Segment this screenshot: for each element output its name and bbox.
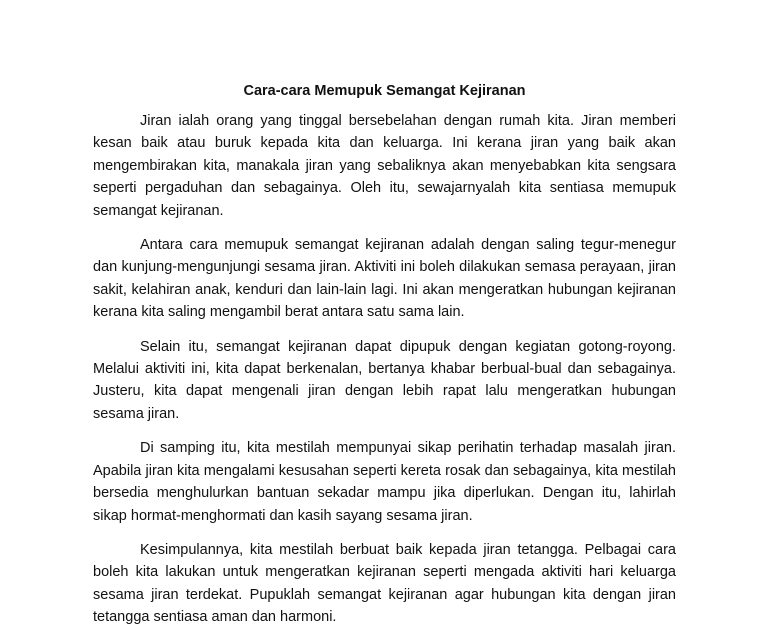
- paragraph-conclusion: Kesimpulannya, kita mestilah berbuat baik kepada jiran tetangga. Pelbagai cara boleh kita lakukan untuk mengeratkan kejiranan seperti mengada aktiviti hari keluarga sesama jiran terdekat. Pupuklah semangat kejiranan agar hubungan kita dengan jiran tetangga sentiasa aman dan harmoni.: [93, 541, 676, 626]
- document-title: Cara-cara Memupuk Semangat Kejiranan: [243, 83, 526, 99]
- paragraph-point-one: Antara cara memupuk semangat kejiranan adalah dengan saling tegur-menegur dan kunjung-mengunjungi sesama jiran. Aktiviti ini boleh dilakukan semasa perayaan, jiran sakit, kelahiran anak, kenduri dan lain-lain lagi. Ini akan mengeratkan hubungan kejiranan kerana kita saling mengambil berat antara satu sama lain.: [93, 237, 676, 321]
- paragraph-point-three: Di samping itu, kita mestilah mempunyai sikap perihatin terhadap masalah jiran. Apabila jiran kita mengalami kesusahan seperti kereta rosak dan sebagainya, kita mestilah bersedia menghulurkan bantuan sekadar mampu jika diperlukan. Dengan itu, lahirlah sikap hormat-menghormati dan kasih sayang sesama jiran.: [93, 440, 676, 524]
- document-page: [93, 80, 676, 641]
- paragraph-point-two: Selain itu, semangat kejiranan dapat dipupuk dengan kegiatan gotong-royong. Melalui aktiviti ini, kita dapat berkenalan, bertanya khabar berbual-bual dan sebagainya. Justeru, kita dapat mengenali jiran dengan lebih rapat lalu mengeratkan hubungan sesama jiran.: [93, 338, 676, 422]
- paragraph-introduction: Jiran ialah orang yang tinggal bersebelahan dengan rumah kita. Jiran memberi kesan baik atau buruk kepada kita dan keluarga. Ini kerana jiran yang baik akan mengembirakan kita, manakala jiran yang sebaliknya akan menyebabkan kita sengsara seperti pergaduhan dan sebagainya. Oleh itu, sewajarnyalah kita sentiasa memupuk semangat kejiranan.: [93, 113, 676, 219]
